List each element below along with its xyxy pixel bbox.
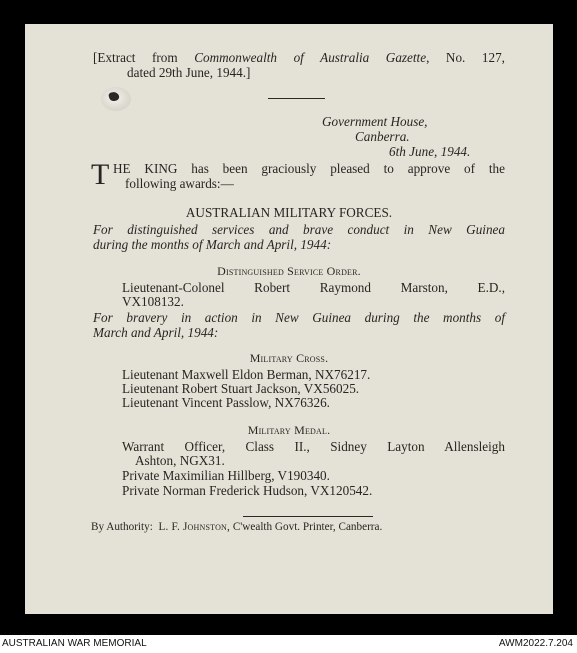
address-line2: Canberra. [355, 129, 410, 144]
dso-recipient-line2: VX108132. [122, 294, 184, 309]
citation1-line1: For distinguished services and brave conduct in New Guinea [93, 222, 505, 237]
authority-line: By Authority: L. F. Johnston, C'wealth Govt. Printer, Canberra. [91, 521, 383, 533]
mm-recipient-1-line1: Warrant Officer, Class II., Sidney Layton Allensleigh [122, 439, 505, 454]
address-line1: Government House, [322, 114, 428, 129]
punched-hole [101, 87, 131, 111]
gazette-extract-document [25, 24, 553, 614]
top-divider [268, 98, 325, 99]
gazette-extract-line1: [Extract from Commonwealth of Australia Gazette, No. 127, [93, 50, 505, 65]
institution-label: AUSTRALIAN WAR MEMORIAL [2, 638, 147, 649]
mc-recipient-2: Lieutenant Robert Stuart Jackson, VX56025. [122, 381, 360, 396]
intro-line1: HE KING has been graciously pleased to approve of the [113, 161, 505, 176]
mm-recipient-3: Private Norman Frederick Hudson, VX120542. [122, 483, 373, 498]
mm-recipient-1-line2: Ashton, NGX31. [135, 453, 225, 468]
mc-recipient-1: Lieutenant Maxwell Eldon Berman, NX76217. [122, 367, 371, 382]
gazette-extract-line2: dated 29th June, 1944.] [127, 65, 251, 80]
accession-number: AWM2022.7.204 [498, 638, 573, 649]
citation2-line1: For bravery in action in New Guinea during the months of [93, 310, 505, 325]
drop-cap: T [91, 158, 110, 191]
mc-recipient-3: Lieutenant Vincent Passlow, NX76326. [122, 395, 330, 410]
intro-line2: following awards:— [125, 176, 234, 191]
citation1-line2: during the months of March and April, 1944: [93, 237, 332, 252]
forces-heading: AUSTRALIAN MILITARY FORCES. [185, 205, 393, 220]
citation2-line2: March and April, 1944: [93, 325, 219, 340]
dso-heading: Distinguished Service Order. [217, 264, 361, 278]
bottom-divider [243, 516, 373, 517]
mm-recipient-2: Private Maximilian Hillberg, V190340. [122, 468, 330, 483]
footer-bar [0, 635, 577, 653]
military-cross-heading: Military Cross. [249, 351, 329, 365]
dso-recipient-line1: Lieutenant-Colonel Robert Raymond Marston, E.D., [122, 280, 505, 295]
address-date: 6th June, 1944. [389, 144, 471, 159]
military-medal-heading: Military Medal. [247, 423, 331, 437]
